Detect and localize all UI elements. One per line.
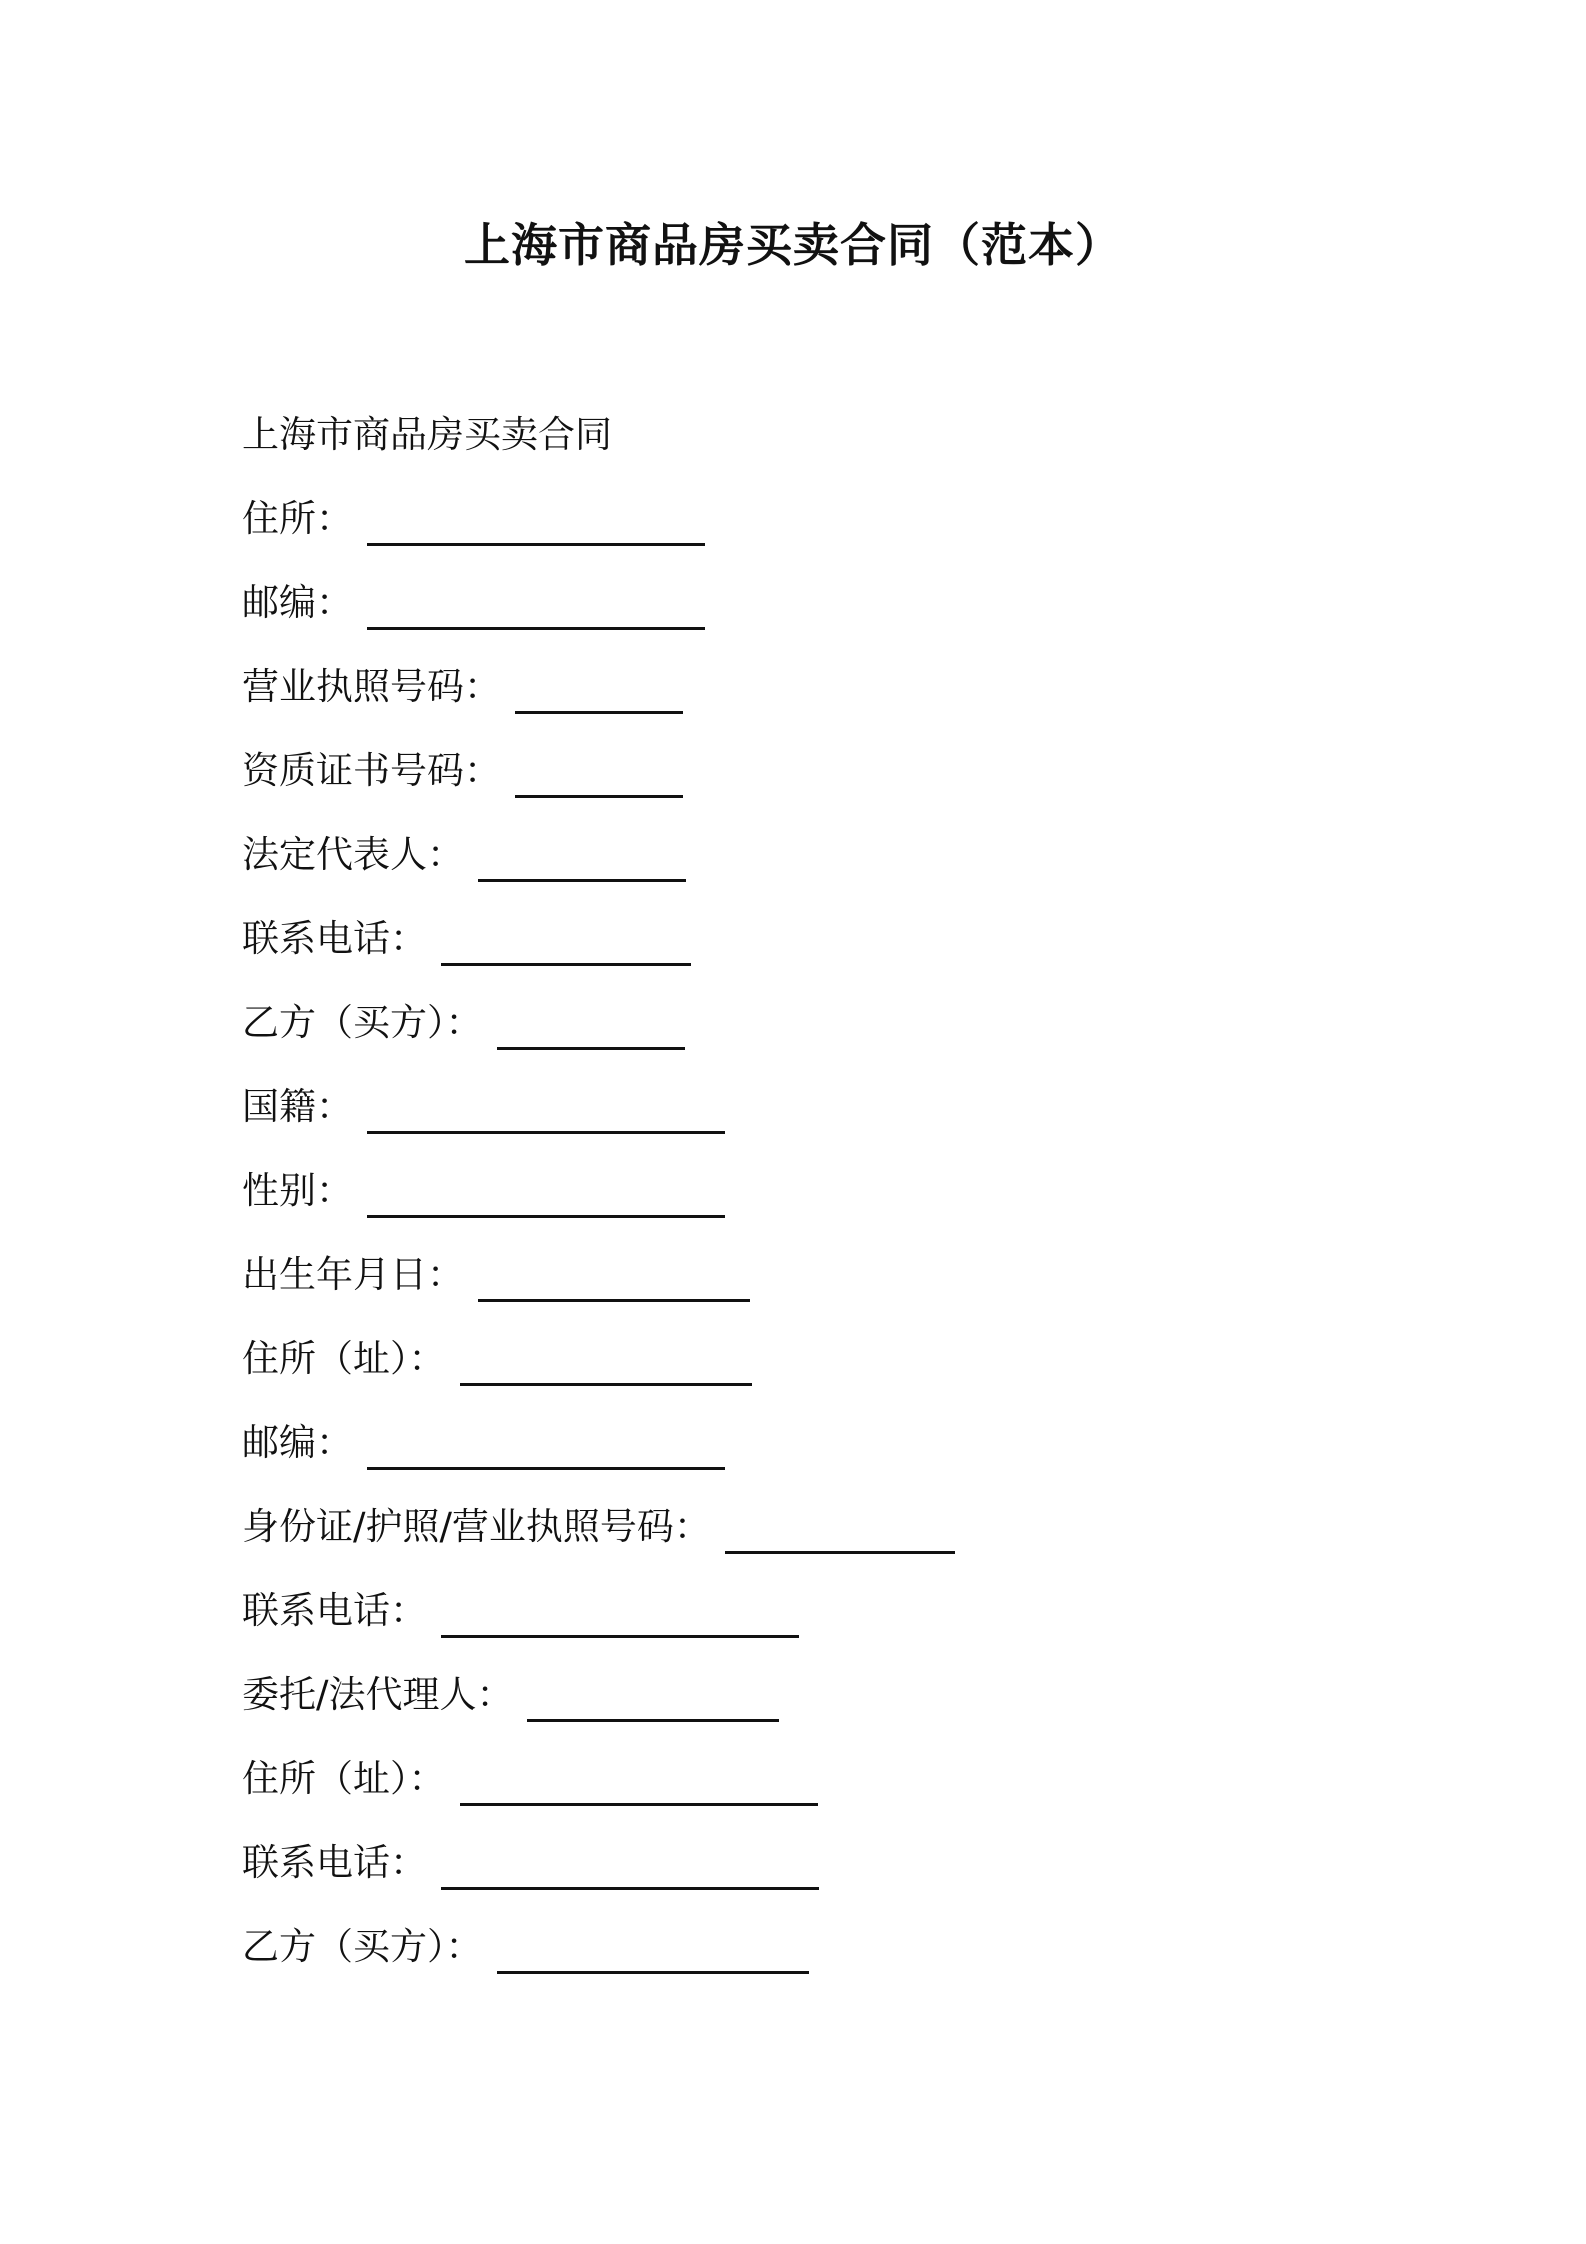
fill-in-blank[interactable] <box>460 1341 752 1386</box>
field-label: 联系电话： <box>242 917 427 960</box>
field-contact-phone <box>242 912 1442 996</box>
field-label: 资质证书号码： <box>242 749 501 792</box>
fill-in-blank[interactable] <box>460 1761 818 1806</box>
field-postcode-2 <box>242 1416 1442 1500</box>
fill-in-blank[interactable] <box>478 837 686 882</box>
section-heading: 上海市商品房买卖合同 <box>242 413 612 456</box>
field-agent <box>242 1668 1442 1752</box>
field-label: 国籍： <box>242 1085 353 1128</box>
fill-in-blank[interactable] <box>367 1425 725 1470</box>
fill-in-blank[interactable] <box>515 753 683 798</box>
field-nationality <box>242 1080 1442 1164</box>
field-label: 出生年月日： <box>242 1253 464 1296</box>
fill-in-blank[interactable] <box>367 585 705 630</box>
field-legal-representative <box>242 828 1442 912</box>
field-residence-address <box>242 1332 1442 1416</box>
field-label: 性别： <box>242 1169 353 1212</box>
field-label: 住所（址）： <box>242 1757 446 1800</box>
fill-in-blank[interactable] <box>478 1257 750 1302</box>
field-qualification-certificate-number <box>242 744 1442 828</box>
fill-in-blank[interactable] <box>367 1173 725 1218</box>
document-body <box>242 408 1442 2004</box>
field-contact-phone-3 <box>242 1836 1442 1920</box>
field-party-b-buyer <box>242 996 1442 1080</box>
field-gender <box>242 1164 1442 1248</box>
field-label: 住所： <box>242 497 353 540</box>
field-date-of-birth <box>242 1248 1442 1332</box>
fill-in-blank[interactable] <box>527 1677 779 1722</box>
fill-in-blank[interactable] <box>515 669 683 714</box>
field-label: 联系电话： <box>242 1589 427 1632</box>
field-label: 邮编： <box>242 1421 353 1464</box>
field-label: 住所（址）： <box>242 1337 446 1380</box>
field-label: 邮编： <box>242 581 353 624</box>
field-label: 乙方（买方）： <box>242 1001 483 1044</box>
fill-in-blank[interactable] <box>441 921 691 966</box>
fill-in-blank[interactable] <box>497 1005 685 1050</box>
field-party-b-buyer-2 <box>242 1920 1442 2004</box>
field-address <box>242 492 1442 576</box>
field-postcode <box>242 576 1442 660</box>
field-label: 联系电话： <box>242 1841 427 1884</box>
field-label: 法定代表人： <box>242 833 464 876</box>
field-label: 营业执照号码： <box>242 665 501 708</box>
field-business-license-number <box>242 660 1442 744</box>
fill-in-blank[interactable] <box>725 1509 955 1554</box>
fill-in-blank[interactable] <box>497 1929 809 1974</box>
fill-in-blank[interactable] <box>367 501 705 546</box>
fill-in-blank[interactable] <box>367 1089 725 1134</box>
field-label: 身份证/护照/营业执照号码： <box>242 1505 711 1548</box>
field-residence-address-2 <box>242 1752 1442 1836</box>
field-id-passport-license-number <box>242 1500 1442 1584</box>
field-label: 乙方（买方）： <box>242 1925 483 1968</box>
fill-in-blank[interactable] <box>441 1593 799 1638</box>
document-title: 上海市商品房买卖合同（范本） <box>464 218 1122 272</box>
field-contact-phone-2 <box>242 1584 1442 1668</box>
field-label: 委托/法代理人： <box>242 1673 514 1716</box>
fill-in-blank[interactable] <box>441 1845 819 1890</box>
